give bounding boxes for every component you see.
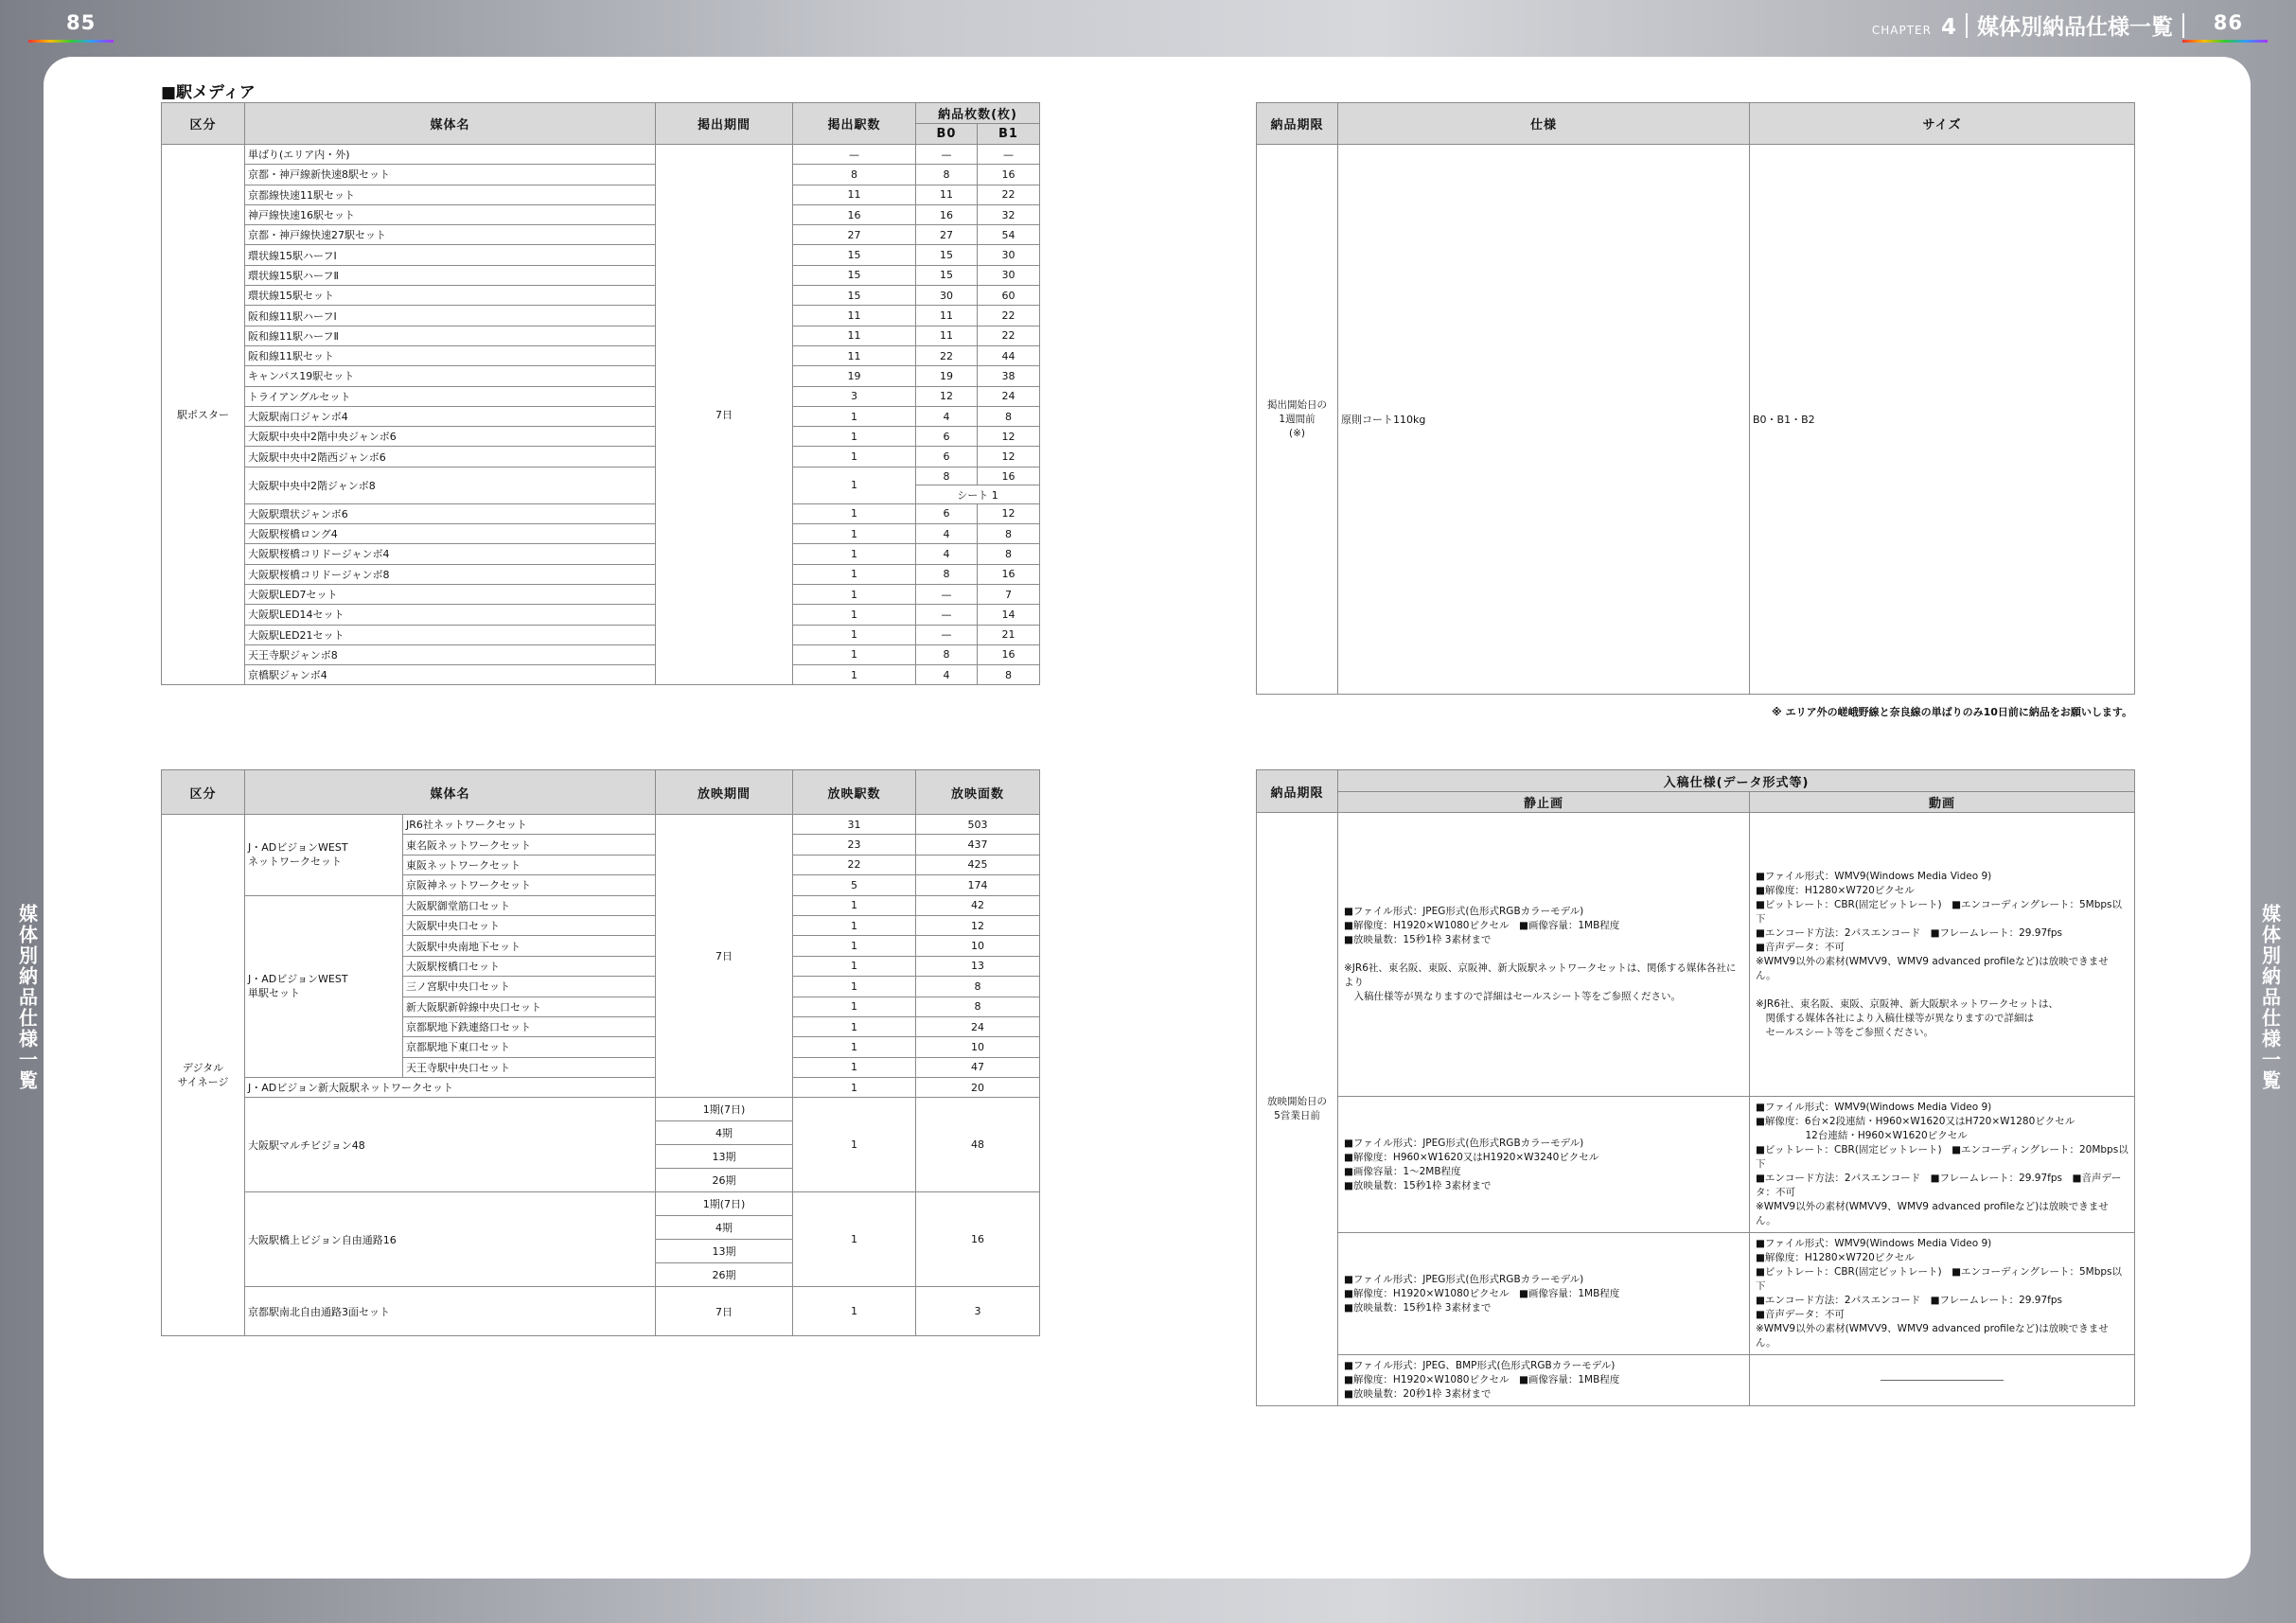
media-name-cell: 東名阪ネットワークセット [403, 835, 656, 855]
b1-cell: 12 [978, 427, 1040, 447]
rainbow-rule-left [28, 40, 114, 43]
spec-cell: 原則コート110kg [1338, 145, 1750, 695]
b0-cell: 8 [916, 644, 978, 664]
stations-cell: 5 [793, 875, 916, 895]
screens-cell: 24 [916, 1016, 1040, 1036]
stations-cell: 1 [793, 1057, 916, 1077]
media-name-cell: 京都・神戸線新快速8駅セット [245, 165, 656, 185]
media-name-cell: 京都駅地下鉄連絡口セット [403, 1016, 656, 1036]
table-row [162, 605, 1040, 625]
station-poster-table [161, 102, 1040, 685]
table-row [162, 326, 1040, 345]
b0-cell: — [916, 584, 978, 604]
stations-cell: 1 [793, 665, 916, 685]
b0-cell: 4 [916, 524, 978, 544]
media-name-cell: 大阪駅桜橋コリドージャンボ4 [245, 544, 656, 564]
media-name-cell: 京都線快速11駅セット [245, 185, 656, 204]
media-name-cell: 大阪駅中央中2階ジャンボ8 [245, 467, 656, 503]
table-row [162, 665, 1040, 685]
table-row [162, 165, 1040, 185]
group-cell: J・ADビジョンWEST 単駅セット [245, 895, 403, 1078]
stations-cell: 23 [793, 835, 916, 855]
b0-cell: 15 [916, 265, 978, 285]
media-name-cell: 京都駅南北自由通路3面セット [245, 1287, 656, 1336]
stations-cell: 1 [793, 564, 916, 584]
table-row [162, 245, 1040, 265]
header-deadline: 納品期限 [1257, 103, 1338, 145]
b1-cell: 60 [978, 286, 1040, 306]
table-row [162, 204, 1040, 224]
media-name-cell: 京阪神ネットワークセット [403, 875, 656, 895]
b1-cell: 16 [978, 564, 1040, 584]
stations-cell: 1 [793, 605, 916, 625]
screens-cell: 48 [916, 1098, 1040, 1192]
media-name-cell: 環状線15駅セット [245, 286, 656, 306]
chapter-divider [2182, 13, 2184, 38]
top-bar [0, 0, 2296, 53]
table-row [162, 895, 1040, 915]
media-name-cell: 神戸線快速16駅セット [245, 204, 656, 224]
stations-cell: 1 [793, 1016, 916, 1036]
b0-cell: 8 [916, 564, 978, 584]
table-row [162, 1078, 1040, 1098]
b0-cell: 16 [916, 204, 978, 224]
b0-cell: 8 [916, 165, 978, 185]
header-media-name: 媒体名 [245, 770, 656, 815]
period-cell: 7日 [656, 815, 793, 1098]
media-name-cell: 大阪駅LED14セット [245, 605, 656, 625]
stations-cell: 1 [793, 977, 916, 997]
stations-cell: — [793, 145, 916, 165]
stations-cell: 15 [793, 265, 916, 285]
header-deadline: 納品期限 [1257, 770, 1338, 813]
deadline-cell: 放映開始日の 5営業日前 [1257, 813, 1338, 1406]
media-name-cell: トライアングルセット [245, 386, 656, 406]
b1-cell: 16 [978, 165, 1040, 185]
media-name-cell: JR6社ネットワークセット [403, 815, 656, 835]
b0-cell: — [916, 145, 978, 165]
stations-cell: 16 [793, 204, 916, 224]
stations-cell: 1 [793, 1287, 916, 1336]
media-name-cell: 大阪駅LED7セット [245, 584, 656, 604]
table-row [162, 225, 1040, 245]
header-stations: 掲出駅数 [793, 103, 916, 145]
table-row [162, 447, 1040, 467]
table-row [162, 345, 1040, 365]
table-row [162, 145, 1040, 165]
table-row [162, 306, 1040, 326]
media-name-cell: 単ばり(エリア内・外) [245, 145, 656, 165]
media-name-cell: 大阪駅中央口セット [403, 915, 656, 935]
stations-cell: 11 [793, 306, 916, 326]
screens-cell: 10 [916, 1037, 1040, 1057]
b1-cell: 22 [978, 326, 1040, 345]
screens-cell: 10 [916, 936, 1040, 956]
still-spec-cell: ■ファイル形式：JPEG形式(色形式RGBカラーモデル) ■解像度：H1920×W1080ピクセル ■画像容量：1MB程度 ■放映量数：15秒1枠 3素材まで [1338, 1233, 1750, 1355]
header-period: 掲出期間 [656, 103, 793, 145]
b0-cell: 4 [916, 665, 978, 685]
b1-cell: 7 [978, 584, 1040, 604]
motion-spec-cell: ■ファイル形式：WMV9(Windows Media Video 9) ■解像度：6台×2段連結・H960×W1620又はH720×W1280ピクセル 12台連結・H960×W1620ピクセル ■ビットレート：CBR(固定ビットレート) ■エンコーディングレート：20Mbps以下 ■エンコード方法：2パスエンコード ■フレームレート：29.97fps ■音声データ：不可 ※WMV9以外の素材(WMVV9、WMV9 advanced profileなど)は放映できません。 [1750, 1097, 2135, 1233]
still-spec-cell: ■ファイル形式：JPEG形式(色形式RGBカラーモデル) ■解像度：H960×W1620又はH1920×W3240ピクセル ■画像容量：1～2MB程度 ■放映量数：15秒1枠 3素材まで [1338, 1097, 1750, 1233]
section-title: ■駅メディア [161, 83, 256, 102]
media-name-cell: 大阪駅中央中2階中央ジャンボ6 [245, 427, 656, 447]
stations-cell: 1 [793, 544, 916, 564]
b0-cell: 22 [916, 345, 978, 365]
rainbow-rule-right [2182, 40, 2268, 43]
b1-cell: 8 [978, 544, 1040, 564]
motion-spec-cell [1750, 1355, 2135, 1406]
stations-cell: 1 [793, 1192, 916, 1287]
media-name-cell: 環状線15駅ハーフⅡ [245, 265, 656, 285]
stations-cell: 1 [793, 406, 916, 426]
chapter-divider [1966, 13, 1968, 38]
stations-cell: 1 [793, 625, 916, 644]
side-tab-right: 媒体別納品仕様一覧 [2258, 904, 2282, 1091]
b1-cell: 16 [978, 467, 1040, 485]
b1-cell: 8 [978, 406, 1040, 426]
screens-cell: 47 [916, 1057, 1040, 1077]
screens-cell: 174 [916, 875, 1040, 895]
size-cell: B0・B1・B2 [1750, 145, 2135, 695]
b0-cell: 15 [916, 245, 978, 265]
table-row [162, 1287, 1040, 1336]
stations-cell: 11 [793, 345, 916, 365]
screens-cell: 20 [916, 1078, 1040, 1098]
stations-cell: 11 [793, 185, 916, 204]
table-row [1257, 813, 2135, 1097]
table-row [162, 1098, 1040, 1121]
media-name-cell: 阪和線11駅ハーフⅡ [245, 326, 656, 345]
motion-spec-cell: ■ファイル形式：WMV9(Windows Media Video 9) ■解像度：H1280×W720ピクセル ■ビットレート：CBR(固定ビットレート) ■エンコーディングレート：5Mbps以下 ■エンコード方法：2パスエンコード ■フレームレート：29.97fps ■音声データ：不可 ※WMV9以外の素材(WMVV9、WMV9 advanced profileなど)は放映できません。 ※JR6社、東名阪、東阪、京阪神、新大阪駅ネットワークセットは、 関係する媒体各社により入稿仕様等が異なりますので詳細は セールスシート等をご参照ください。 [1750, 813, 2135, 1097]
table-row [1257, 1355, 2135, 1406]
period-cell: 7日 [656, 1287, 793, 1336]
screens-cell: 3 [916, 1287, 1040, 1336]
b0-cell: 30 [916, 286, 978, 306]
b0-cell: 11 [916, 326, 978, 345]
media-name-cell: 大阪駅環状ジャンボ6 [245, 503, 656, 523]
period-cell: 7日 [656, 145, 793, 685]
screens-cell: 13 [916, 956, 1040, 976]
period-option-cell: 13期 [656, 1240, 793, 1263]
b0-cell: 12 [916, 386, 978, 406]
table-row [162, 503, 1040, 523]
media-name-cell: 大阪駅御堂筋口セット [403, 895, 656, 915]
b0-cell: 11 [916, 306, 978, 326]
b1-cell: 8 [978, 665, 1040, 685]
stations-cell: 27 [793, 225, 916, 245]
stations-cell: 1 [793, 936, 916, 956]
header-category: 区分 [162, 103, 245, 145]
stations-cell: 1 [793, 467, 916, 503]
stations-cell: 1 [793, 997, 916, 1016]
b0-cell: — [916, 625, 978, 644]
period-option-cell: 26期 [656, 1263, 793, 1287]
b1-cell: 44 [978, 345, 1040, 365]
stations-cell: 1 [793, 584, 916, 604]
b0-cell: 27 [916, 225, 978, 245]
screens-cell: 12 [916, 915, 1040, 935]
stations-cell: 1 [793, 1037, 916, 1057]
header-size: サイズ [1750, 103, 2135, 145]
signage-spec-table [1256, 769, 2135, 1406]
b0-cell: 6 [916, 427, 978, 447]
table-row [162, 1192, 1040, 1216]
b0-cell: 8 [916, 467, 978, 485]
chapter-number: 4 [1940, 15, 1956, 40]
media-name-cell: 京都・神戸線快速27駅セット [245, 225, 656, 245]
stations-cell: 19 [793, 366, 916, 386]
b1-cell: — [978, 145, 1040, 165]
media-name-cell: 大阪駅中央中2階西ジャンボ6 [245, 447, 656, 467]
period-option-cell: 13期 [656, 1145, 793, 1169]
b0-cell: 19 [916, 366, 978, 386]
b1-cell: 16 [978, 644, 1040, 664]
header-b0: B0 [916, 124, 978, 145]
media-name-cell: キャンパス19駅セット [245, 366, 656, 386]
period-option-cell: 1期(7日) [656, 1098, 793, 1121]
stations-cell: 15 [793, 245, 916, 265]
stations-cell: 15 [793, 286, 916, 306]
stations-cell: 8 [793, 165, 916, 185]
screens-cell: 16 [916, 1192, 1040, 1287]
media-name-cell: 大阪駅桜橋ロング4 [245, 524, 656, 544]
header-stations: 放映駅数 [793, 770, 916, 815]
b1-cell: 12 [978, 503, 1040, 523]
b1-cell: 12 [978, 447, 1040, 467]
table-row [162, 644, 1040, 664]
header-b1: B1 [978, 124, 1040, 145]
media-name-cell: 阪和線11駅セット [245, 345, 656, 365]
table-row [162, 185, 1040, 204]
b1-cell: 32 [978, 204, 1040, 224]
screens-cell: 8 [916, 977, 1040, 997]
table-row [162, 286, 1040, 306]
media-name-cell: 東阪ネットワークセット [403, 855, 656, 874]
table-row [1257, 1097, 2135, 1233]
period-option-cell: 4期 [656, 1121, 793, 1145]
b0-cell: 6 [916, 447, 978, 467]
side-tab-left: 媒体別納品仕様一覧 [15, 904, 39, 1091]
period-option-cell: 1期(7日) [656, 1192, 793, 1216]
table-row [162, 427, 1040, 447]
header-period: 放映期間 [656, 770, 793, 815]
stations-cell: 1 [793, 447, 916, 467]
header-screens: 放映面数 [916, 770, 1040, 815]
period-option-cell: 26期 [656, 1169, 793, 1192]
header-spec: 入稿仕様(データ形式等) [1338, 770, 2135, 792]
period-option-cell: 4期 [656, 1216, 793, 1240]
stations-cell: 3 [793, 386, 916, 406]
b1-cell: 38 [978, 366, 1040, 386]
table-row [162, 625, 1040, 644]
empty-dash [1881, 1380, 2004, 1381]
table-row [162, 524, 1040, 544]
table-row [162, 406, 1040, 426]
footnote: ※ エリア外の嵯峨野線と奈良線の単ばりのみ10日前に納品をお願いします。 [1772, 706, 2132, 718]
b0-cell: 11 [916, 185, 978, 204]
b1-cell: 22 [978, 306, 1040, 326]
media-name-cell: 京都駅地下東口セット [403, 1037, 656, 1057]
b1-cell: 8 [978, 524, 1040, 544]
media-name-cell: 環状線15駅ハーフⅠ [245, 245, 656, 265]
media-name-cell: 大阪駅マルチビジョン48 [245, 1098, 656, 1192]
page-number-right: 86 [2213, 11, 2243, 34]
stations-cell: 22 [793, 855, 916, 874]
b1-cell: 24 [978, 386, 1040, 406]
media-name-cell: 大阪駅南口ジャンボ4 [245, 406, 656, 426]
stations-cell: 1 [793, 524, 916, 544]
screens-cell: 8 [916, 997, 1040, 1016]
b1-cell: 54 [978, 225, 1040, 245]
media-name-cell: J・ADビジョン新大阪駅ネットワークセット [245, 1078, 656, 1098]
category-cell: デジタル サイネージ [162, 815, 245, 1336]
b1-cell: 14 [978, 605, 1040, 625]
stations-cell: 1 [793, 503, 916, 523]
header-still: 静止画 [1338, 792, 1750, 813]
group-cell: J・ADビジョンWEST ネットワークセット [245, 815, 403, 896]
table-row [162, 815, 1040, 835]
media-name-cell: 京橋駅ジャンボ4 [245, 665, 656, 685]
media-name-cell: 新大阪駅新幹線中央口セット [403, 997, 656, 1016]
poster-spec-table [1256, 102, 2135, 695]
screens-cell: 425 [916, 855, 1040, 874]
b1-cell: 22 [978, 185, 1040, 204]
table-row [162, 564, 1040, 584]
media-name-cell: 天王寺駅中央口セット [403, 1057, 656, 1077]
media-name-cell: 大阪駅LED21セット [245, 625, 656, 644]
stations-cell: 31 [793, 815, 916, 835]
b0-cell: 6 [916, 503, 978, 523]
table-row [162, 366, 1040, 386]
header-delivery: 納品枚数(枚) [916, 103, 1040, 124]
stations-cell: 1 [793, 1098, 916, 1192]
media-name-cell: 天王寺駅ジャンボ8 [245, 644, 656, 664]
stations-cell: 1 [793, 915, 916, 935]
deadline-cell: 掲出開始日の 1週間前 (※) [1257, 145, 1338, 695]
chapter-heading [1872, 9, 2184, 41]
still-spec-cell: ■ファイル形式：JPEG形式(色形式RGBカラーモデル) ■解像度：H1920×W1080ピクセル ■画像容量：1MB程度 ■放映量数：15秒1枠 3素材まで ※JR6社、東名阪、東阪、京阪神、新大阪駅ネットワークセットは、関係する媒体各社により 入稿仕様等が異なりますので詳細はセールスシート等をご参照ください。 [1338, 813, 1750, 1097]
stations-cell: 1 [793, 956, 916, 976]
table-row [1257, 1233, 2135, 1355]
screens-cell: 437 [916, 835, 1040, 855]
media-name-cell: 大阪駅桜橋口セット [403, 956, 656, 976]
b1-cell: 30 [978, 265, 1040, 285]
chapter-title: 媒体別納品仕様一覧 [1977, 15, 2173, 40]
stations-cell: 11 [793, 326, 916, 345]
stations-cell: 1 [793, 644, 916, 664]
digital-signage-table [161, 769, 1040, 1336]
b0-cell: 4 [916, 406, 978, 426]
media-name-cell: 三ノ宮駅中央口セット [403, 977, 656, 997]
table-row [162, 265, 1040, 285]
table-row [162, 467, 1040, 485]
media-name-cell: 阪和線11駅ハーフⅠ [245, 306, 656, 326]
b0-cell: 4 [916, 544, 978, 564]
media-name-cell: 大阪駅桜橋コリドージャンボ8 [245, 564, 656, 584]
category-cell: 駅ポスター [162, 145, 245, 685]
b0-cell: — [916, 605, 978, 625]
b1-cell: 21 [978, 625, 1040, 644]
table-row [162, 544, 1040, 564]
table-row [162, 386, 1040, 406]
motion-spec-cell: ■ファイル形式：WMV9(Windows Media Video 9) ■解像度：H1280×W720ピクセル ■ビットレート：CBR(固定ビットレート) ■エンコーディングレート：5Mbps以下 ■エンコード方法：2パスエンコード ■フレームレート：29.97fps ■音声データ：不可 ※WMV9以外の素材(WMVV9、WMV9 advanced profileなど)は放映できません。 [1750, 1233, 2135, 1355]
still-spec-cell: ■ファイル形式：JPEG、BMP形式(色形式RGBカラーモデル) ■解像度：H1920×W1080ピクセル ■画像容量：1MB程度 ■放映量数：20秒1枠 3素材まで [1338, 1355, 1750, 1406]
header-spec: 仕様 [1338, 103, 1750, 145]
table-row [162, 584, 1040, 604]
stations-cell: 1 [793, 1078, 916, 1098]
media-name-cell: 大阪駅橋上ビジョン自由通路16 [245, 1192, 656, 1287]
screens-cell: 42 [916, 895, 1040, 915]
header-media-name: 媒体名 [245, 103, 656, 145]
header-motion: 動画 [1750, 792, 2135, 813]
stations-cell: 1 [793, 895, 916, 915]
b1-cell: 30 [978, 245, 1040, 265]
page-number-left: 85 [66, 11, 97, 34]
chapter-label: CHAPTER [1871, 24, 1932, 37]
media-name-cell: 大阪駅中央南地下セット [403, 936, 656, 956]
header-category: 区分 [162, 770, 245, 815]
sheet-cell: シート 1 [916, 485, 1040, 504]
stations-cell: 1 [793, 427, 916, 447]
screens-cell: 503 [916, 815, 1040, 835]
